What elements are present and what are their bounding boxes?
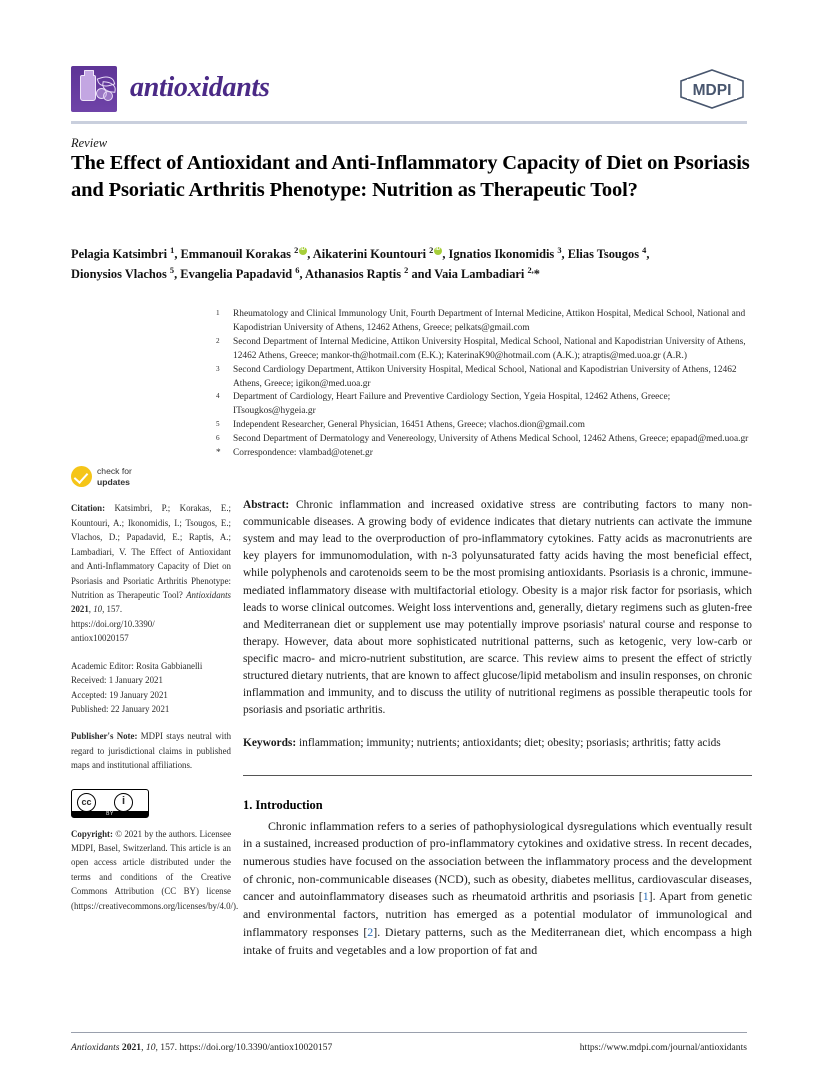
- affiliations-block: [216, 308, 752, 461]
- affiliation-text: Department of Cardiology, Heart Failure and Preventive Cardiology Section, Ygeia Hospital, 12462 Athens, Greece; ITsougkos@hygeia.gr: [233, 392, 671, 417]
- orcid-icon[interactable]: [434, 247, 442, 255]
- check-for-updates-label: [97, 466, 132, 487]
- article-type: Review: [71, 136, 108, 150]
- footer-journal: Antioxidants: [71, 1042, 120, 1053]
- abstract-divider: [243, 775, 752, 776]
- footer-journal-url[interactable]: https://www.mdpi.com/journal/antioxidants: [579, 1042, 747, 1053]
- affiliation-item: [216, 419, 752, 433]
- header-divider: [71, 121, 747, 124]
- abstract-text: Chronic inflammation and increased oxidative stress are contributing factors to many non-communicable diseases. A growing body of evidence indicates that dietary nutrients can activate the immune system and may lead to the overproduction of pro-inflammatory cytokines. Fatty acids as macronutrients are key players for immunomodulation, with n-3 polyunsaturated fatty acids having the most beneficial effect, while polyphenols and carotenoids seem to be the most promising antioxidants. Psoriasis is a chronic, immune-mediated inflammatory disease with multifactorial etiology. Obesity is a major risk factor for psoriasis, which leads to worse clinical outcomes. Weight loss interventions and, generally, dietary regimens such as gluten-free and Mediterranean diet or supplement use may potentially improve psoriasis' natural course and response to therapy. However, data about more sophisticated nutritional patterns, such as ketogenic, very low-carb or specific macro- and micro-nutrient substitution, are scarce. This review aims to present the effect of strictly structured dietary nutrients, that are known to affect glucose/lipid metabolism and insulin responses, on chronic inflammation and immunity, and to discuss the utility of nutritional regimens as possible therapeutic tools for psoriasis and psoriatic arthritis.: [243, 499, 752, 717]
- citation-doi-line-2[interactable]: antiox10020157: [71, 633, 129, 644]
- citation-text: Katsimbri, P.; Korakas, E.; Kountouri, A.; Ikonomidis, I.; Tsougos, E.; Vlachos, D.; Papadavid, E.; Raptis, A.; Lambadiari, V. The Effect of Antioxidant and Anti-Inflammatory Capacity of Diet on Psoriasis and Psoriatic Arthritis Phenotype: Nutrition as Therapeutic Tool?: [71, 503, 232, 600]
- bottle-icon: [80, 75, 96, 101]
- affiliation-number: 6: [216, 434, 220, 443]
- affiliation-text: Second Cardiology Department, Attikon University Hospital, Medical School, National and Kapodistrian University of Athens, 12462 Athens, Greece; igikon@med.uoa.gr: [233, 364, 737, 389]
- accepted-date: Accepted: 19 January 2021: [71, 689, 168, 700]
- intro-text-part-3: ]. Dietary patterns, such as the Mediterranean diet, which encompass a high intake of fruits and vegetables and a low proportion of fat and: [243, 924, 753, 957]
- affiliation-item: [216, 336, 752, 364]
- berry-secondary-icon: [103, 91, 113, 101]
- affiliation-item: [216, 308, 752, 336]
- citation-label: Citation:: [71, 503, 106, 514]
- footer-doi: , 157. https://doi.org/10.3390/antiox10020157: [155, 1042, 333, 1053]
- copyright-text: © 2021 by the authors. Licensee MDPI, Basel, Switzerland. This article is an open access article distributed under the terms and conditions of the Creative Commons Attribution (CC BY) license (https://creativecommons.org/licenses/by/4.0/).: [71, 828, 239, 911]
- affiliation-number: 4: [216, 392, 220, 401]
- affiliation-number: 5: [216, 420, 220, 429]
- orcid-icon[interactable]: [299, 247, 307, 255]
- affiliation-text: Second Department of Internal Medicine, Attikon University Hospital, Medical School, National and Kapodistrian University of Athens, 12462 Athens, Greece; mankor-th@hotmail.com (E.K.); KaterinaK90@hotmail.com (A.K.); atraptis@med.uoa.gr (A.R.): [233, 336, 746, 361]
- checkmark-icon: [71, 466, 92, 487]
- editorial-dates-block: [71, 659, 231, 717]
- cc-logo-icon: cc: [77, 793, 96, 812]
- keywords-block: [243, 735, 752, 752]
- author-line-1: Pelagia Katsimbri $^1$, Emmanouil Korakas $^2$ iD , Aikaterini Kountouri $^2$ iD , Ignatios Ikonomidis $^3$, Elias Tsougos $^4$,: [71, 247, 649, 261]
- intro-text-part-2: ]. Apart from genetic and environmental factors, nutrition has emerged as a potential modulator of immunological and inflammatory responses [: [243, 889, 752, 939]
- footer-citation: Antioxidants 2021, 10, 157. https://doi.org/10.3390/antiox10020157: [71, 1042, 333, 1053]
- keywords-label: Keywords:: [243, 737, 297, 750]
- abstract-label: Abstract:: [243, 499, 290, 511]
- publishers-note-block: [71, 729, 231, 772]
- check-for-updates-badge[interactable]: [71, 466, 231, 487]
- affiliation-item: [216, 433, 752, 447]
- abstract-block: [243, 497, 752, 719]
- journal-logo-icon: [71, 66, 117, 112]
- author-list: [71, 244, 751, 285]
- affiliation-text: Rheumatology and Clinical Immunology Unit, Fourth Department of Internal Medicine, Attikon Hospital, Medical School, National and Kapodistrian University of Athens, 12462 Athens, Greece; pelkats@gmail.com: [233, 309, 746, 333]
- citation-block: Citation: Katsimbri, P.; Korakas, E.; Kountouri, A.; Ikonomidis, I.; Tsougos, E.; Vlachos, D.; Papadavid, E.; Raptis, A.; Lambadiari, V. The Effect of Antioxidant and Anti-Inflammatory Capacity of Diet on Psoriasis and Psoriatic Arthritis Phenotype: Nutrition as Therapeutic Tool? Antioxidants 2021, 10, 157. https://doi.org/10.3390/ antiox10020157: [71, 501, 231, 645]
- citation-doi-line-1[interactable]: https://doi.org/10.3390/: [71, 618, 155, 629]
- affiliation-text: Independent Researcher, General Physician, 16451 Athens, Greece; vlachos.dion@gmail.com: [233, 420, 585, 431]
- affiliation-item: [216, 391, 752, 419]
- received-date: Received: 1 January 2021: [71, 675, 163, 686]
- affiliation-item: [216, 364, 752, 392]
- affiliation-number: 2: [216, 336, 220, 345]
- correspondence-marker: *: [216, 448, 221, 459]
- author-line-2: Dionysios Vlachos $^5$, Evangelia Papadavid $^6$, Athanasios Raptis $^2$ and Vaia Lambadiari $^{2,}$*: [71, 266, 540, 282]
- published-date: Published: 22 January 2021: [71, 703, 170, 714]
- affiliation-number: 3: [216, 364, 220, 373]
- copyright-block: [71, 827, 239, 914]
- affiliation-text: Second Department of Dermatology and Venereology, University of Athens Medical School, 12462 Athens, Greece; epapad@med.uoa.gr: [233, 434, 749, 445]
- correspondence-text: Correspondence: vlambad@otenet.gr: [233, 448, 373, 459]
- creative-commons-icon[interactable]: [71, 789, 149, 818]
- footer-divider: [71, 1032, 747, 1033]
- academic-editor: Academic Editor: Rosita Gabbianelli: [71, 660, 203, 671]
- citation-volume: 10: [93, 604, 103, 615]
- page-footer: [71, 1042, 747, 1053]
- journal-masthead: [71, 62, 747, 124]
- citation-ref-1[interactable]: 1: [642, 889, 649, 904]
- journal-name: antioxidants: [130, 72, 270, 103]
- main-content: [243, 497, 752, 959]
- introduction-paragraph: [243, 818, 752, 960]
- svg-text:MDPI: MDPI: [692, 82, 732, 99]
- affiliation-number: 1: [216, 309, 220, 317]
- cfu-line-1: check for: [97, 466, 132, 476]
- intro-text-part-1: Chronic inflammation refers to a series of pathophysiological dysregulations which eventually result in a sustained, increased production of pro-inflammatory cytokines and oxidative stress. In recent decades, numerous studies have focused on the association between the inflammatory process and the development of chronic, non-communicable diseases (NCD), such as obesity, diabetes mellitus, cardiovascular diseases, cancer and autoinflammatory diseases such as rheumatoid arthritis and psoriasis [: [243, 818, 752, 904]
- mdpi-logo-icon: [677, 68, 747, 110]
- cc-by-person-icon: i: [114, 793, 133, 812]
- footer-volume: 10: [145, 1042, 156, 1053]
- correspondence-item: [216, 447, 752, 461]
- keywords-text: inflammation; immunity; nutrients; antioxidants; diet; obesity; psoriasis; arthritis; fatty acids: [299, 737, 721, 750]
- citation-article-number: 157.: [106, 604, 123, 615]
- page-title: The Effect of Antioxidant and Anti-Inflammatory Capacity of Diet on Psoriasis and Psoriatic Arthritis Phenotype: Nutrition as Therapeutic Tool?: [71, 152, 750, 202]
- cc-by-label: BY: [72, 811, 148, 817]
- citation-ref-2[interactable]: 2: [367, 924, 374, 939]
- publishers-note-label: Publisher's Note:: [71, 731, 138, 742]
- cfu-line-2: updates: [97, 476, 130, 487]
- citation-year: 2021: [71, 604, 89, 615]
- section-heading-introduction: 1. Introduction: [243, 797, 323, 812]
- citation-journal: Antioxidants: [186, 590, 231, 600]
- metadata-sidebar: [71, 466, 239, 926]
- copyright-label: Copyright:: [71, 828, 113, 839]
- footer-year: 2021: [121, 1042, 142, 1053]
- publishers-note-text: MDPI stays neutral with regard to jurisdictional claims in published maps and institutional affiliations.: [71, 731, 232, 771]
